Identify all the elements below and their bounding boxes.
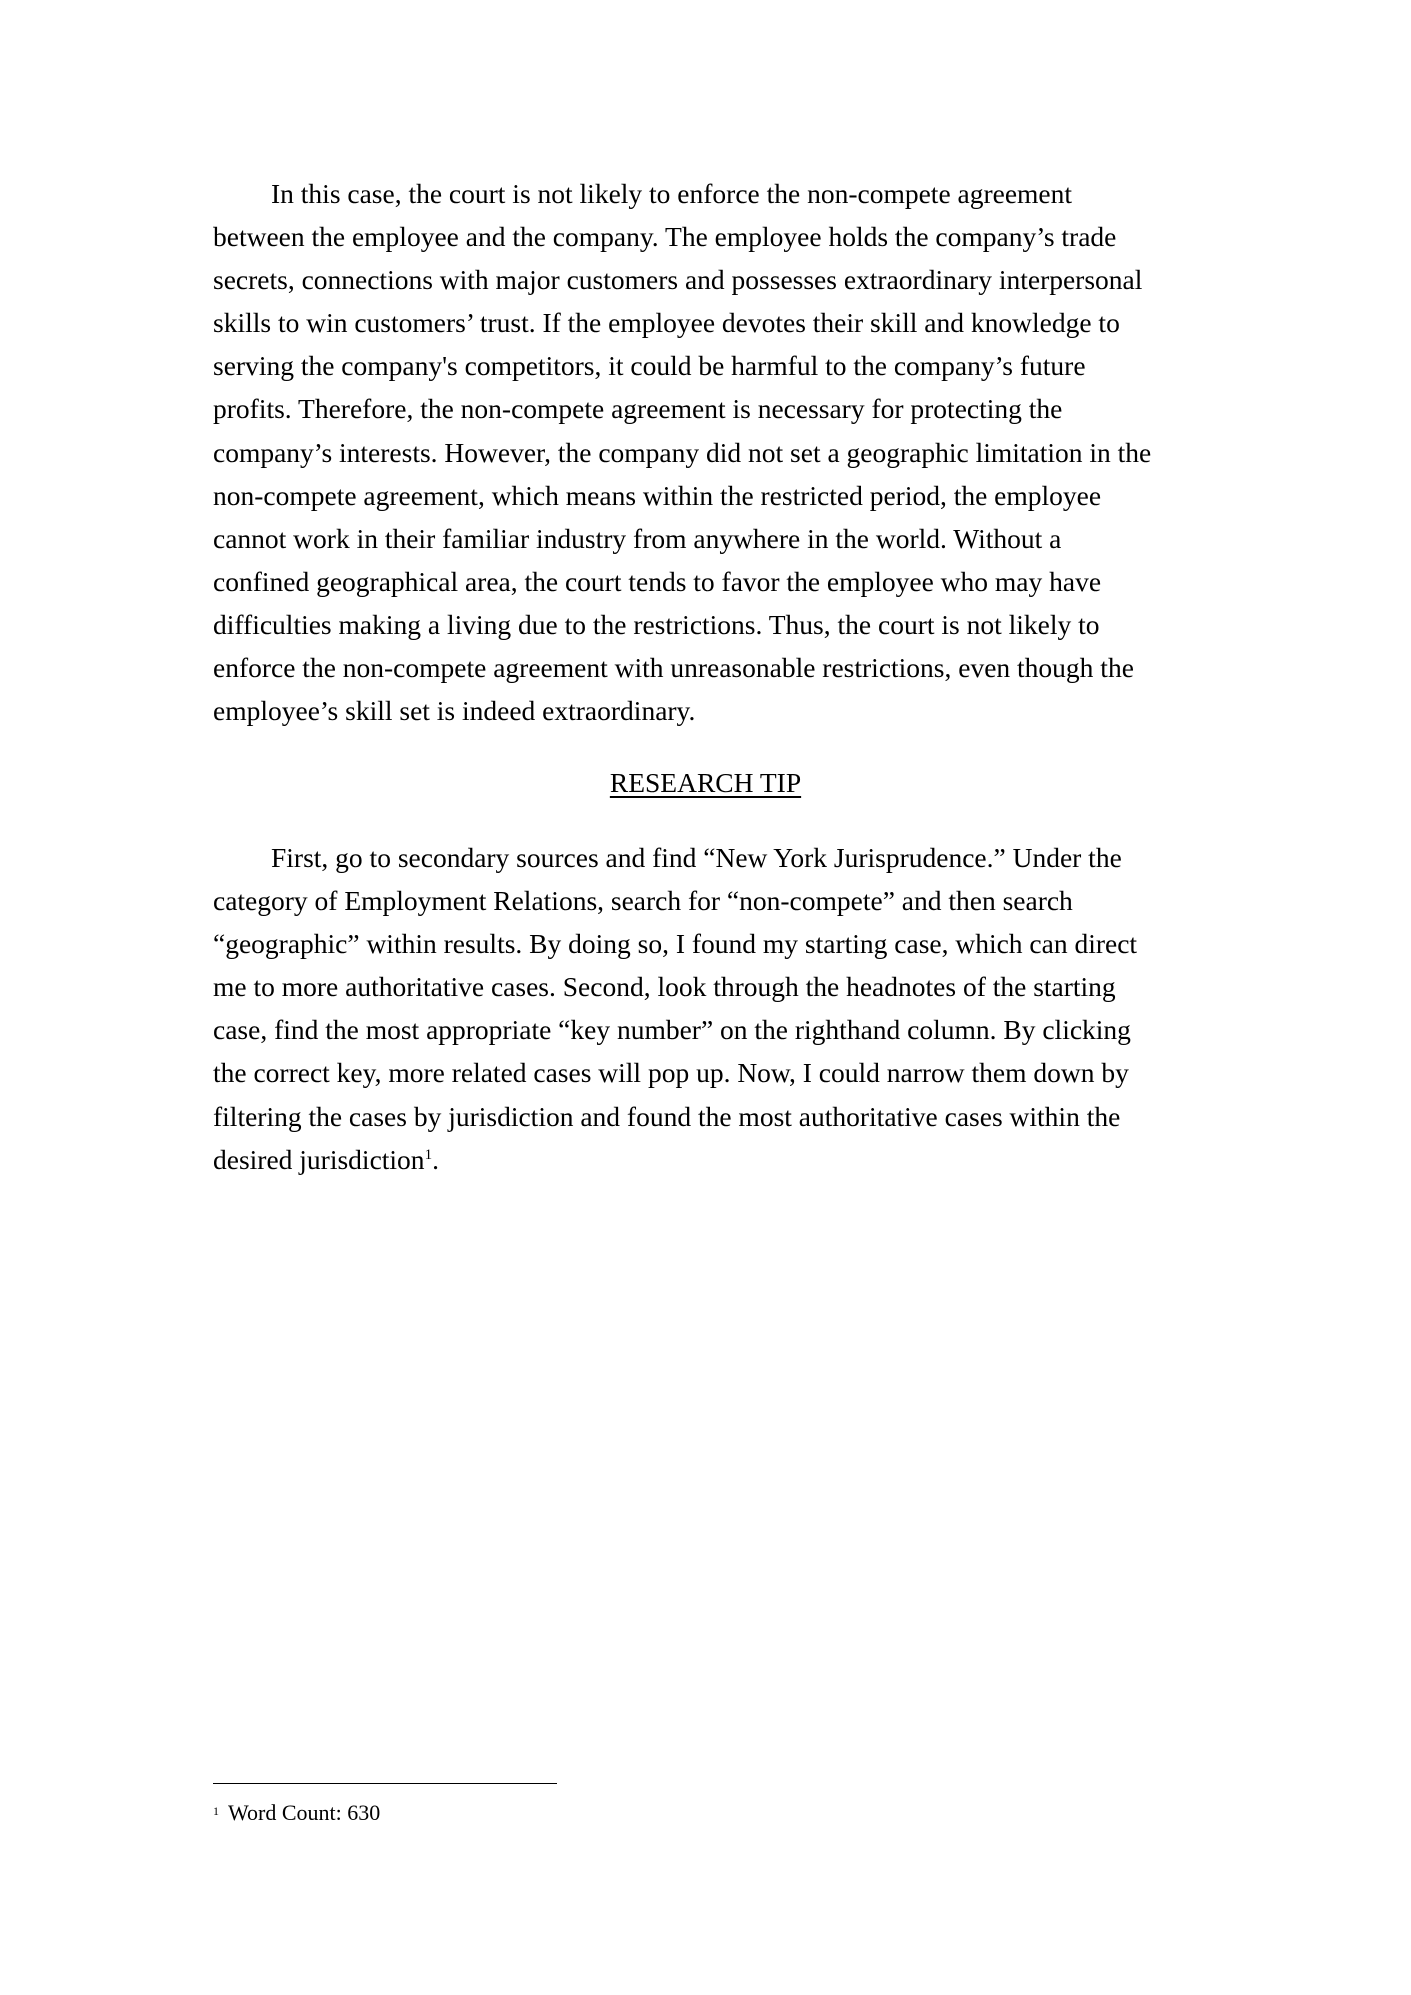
footnote (213, 1798, 380, 1828)
text-line-content: desired jurisdiction (213, 1143, 425, 1175)
text-line: skills to win customers’ trust. If the employee devotes their skill and knowledge to (213, 307, 1120, 339)
text-line: First, go to secondary sources and find “New York Jurisprudence.” Under the (271, 842, 1122, 873)
paragraph-analysis (213, 172, 1203, 732)
text-line: profits. Therefore, the non-compete agreement is necessary for protecting the (213, 393, 1063, 425)
footnote-reference[interactable]: 1 (424, 1146, 433, 1163)
text-line: case, find the most appropriate “key number” on the righthand column. By clicking (213, 1014, 1131, 1046)
text-line: serving the company's competitors, it could be harmful to the company’s future (213, 350, 1086, 382)
text-line: In this case, the court is not likely to enforce the non-compete agreement (271, 178, 1073, 209)
text-line: company’s interests. However, the company did not set a geographic limitation in the (213, 436, 1152, 468)
text-line: category of Employment Relations, search for “non-compete” and then search (213, 885, 1073, 917)
text-line-last (213, 1138, 1203, 1181)
footnote-text: Word Count: 630 (228, 1800, 381, 1825)
text-line: employee’s skill set is indeed extraordinary. (213, 695, 696, 727)
text-line: non-compete agreement, which means within the restricted period, the employee (213, 479, 1102, 511)
text-line: “geographic” within results. By doing so, I found my starting case, which can direct (213, 928, 1138, 960)
paragraph-research-tip (213, 836, 1203, 1181)
section-heading (0, 761, 1411, 804)
text-line: between the employee and the company. The employee holds the company’s trade (213, 221, 1117, 253)
text-line: enforce the non-compete agreement with unreasonable restrictions, even though the (213, 652, 1134, 684)
text-line: the correct key, more related cases will pop up. Now, I could narrow them down by (213, 1057, 1129, 1089)
text-line: cannot work in their familiar industry from anywhere in the world. Without a (213, 522, 1062, 554)
text-line: filtering the cases by jurisdiction and found the most authoritative cases within the (213, 1100, 1121, 1132)
research-tip-heading: RESEARCH TIP (609, 767, 802, 798)
text-line: secrets, connections with major customers and possesses extraordinary interpersonal (213, 264, 1143, 296)
text-line: me to more authoritative cases. Second, look through the headnotes of the starting (213, 971, 1116, 1003)
sentence-period: . (432, 1143, 439, 1175)
text-line: confined geographical area, the court tends to favor the employee who may have (213, 565, 1102, 597)
footnote-separator (213, 1783, 557, 1784)
text-line: difficulties making a living due to the restrictions. Thus, the court is not likely to (213, 608, 1100, 640)
footnote-marker: 1 (213, 1804, 219, 1818)
